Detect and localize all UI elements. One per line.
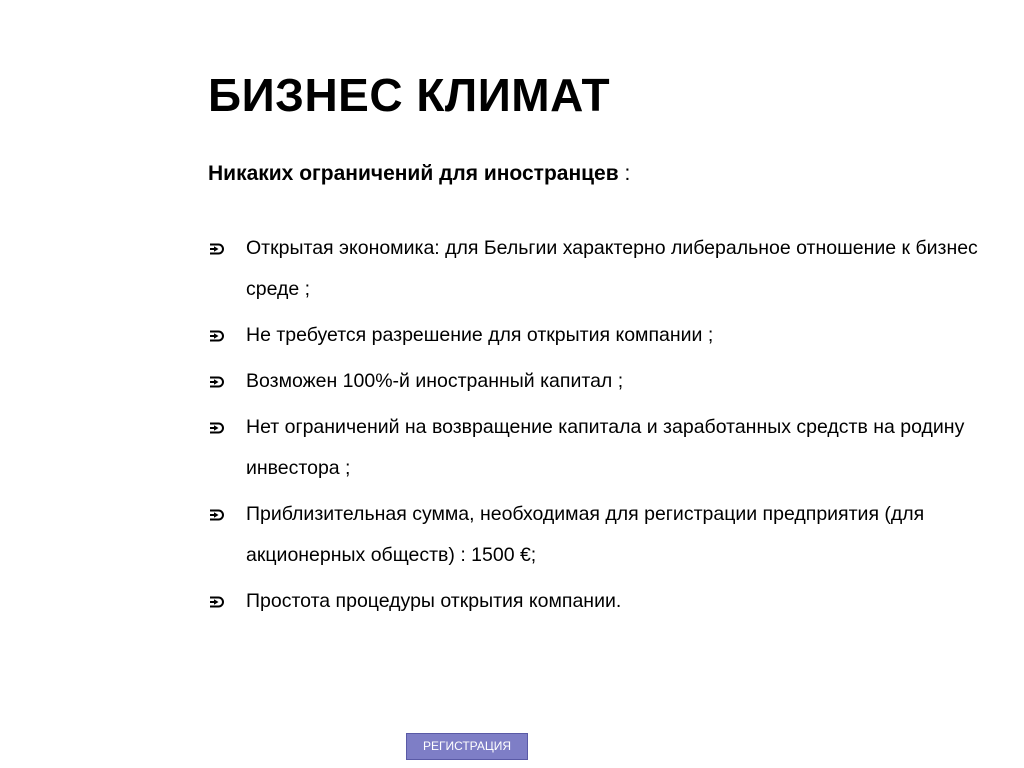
circled-arrow-right-icon	[208, 315, 228, 356]
circled-arrow-right-icon	[208, 361, 228, 402]
list-item	[208, 494, 998, 576]
bullet-text: Простота процедуры открытия компании.	[246, 590, 622, 612]
page-title: БИЗНЕС КЛИМАТ	[208, 69, 611, 121]
bullet-text: Открытая экономика: для Бельгии характерно либеральное отношение к бизнес среде ;	[246, 237, 978, 300]
bullet-text: Приблизительная сумма, необходимая для регистрации предприятия (для акционерных обществ) : 1500 €;	[246, 503, 925, 566]
list-item	[208, 407, 998, 489]
bullet-text: Возможен 100%-й иностранный капитал ;	[246, 370, 624, 392]
list-item	[208, 361, 998, 402]
bullet-list	[208, 228, 998, 627]
circled-arrow-right-icon	[208, 581, 228, 622]
circled-arrow-right-icon	[208, 494, 228, 535]
bullet-text: Нет ограничений на возвращение капитала и заработанных средств на родину инвестора ;	[246, 416, 965, 479]
list-item	[208, 315, 998, 356]
subtitle	[208, 160, 630, 188]
list-item	[208, 228, 998, 310]
list-item	[208, 581, 998, 622]
circled-arrow-right-icon	[208, 228, 228, 269]
subtitle-suffix: :	[618, 162, 631, 185]
subtitle-bold: Никаких ограничений для иностранцев	[208, 162, 619, 185]
circled-arrow-right-icon	[208, 407, 228, 448]
bullet-text: Не требуется разрешение для открытия компании ;	[246, 324, 714, 346]
register-button[interactable]: РЕГИСТРАЦИЯ	[406, 733, 528, 760]
